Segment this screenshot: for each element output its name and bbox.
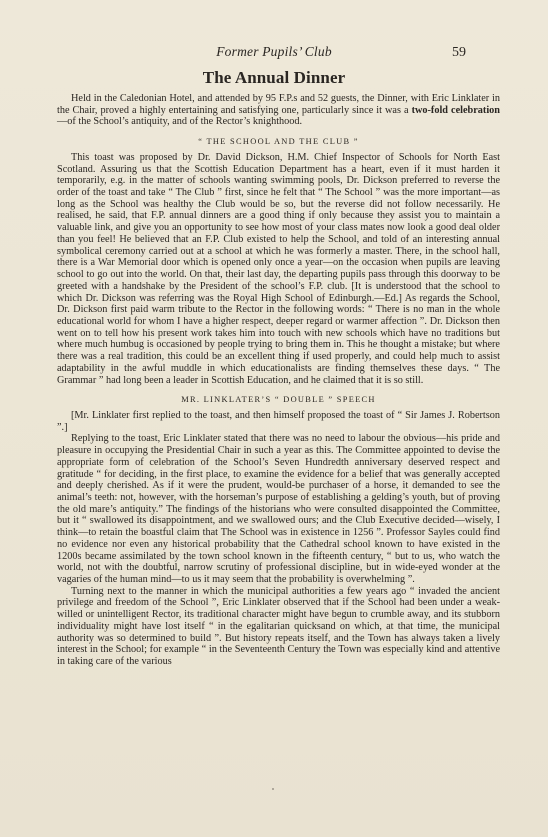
section2-paragraph-1: [Mr. Linklater first replied to the toast, and then himself proposed the toast of “ Sir James J. Robertson ”.] <box>57 409 500 433</box>
article-body <box>57 93 500 668</box>
intro-text-start: Held in the Caledonian Hotel, and attended by 95 F.P.s and 52 guests, the Dinner, with Eric Linklater in the Chair, proved a highly entertaining and satisfying one, particularly since it was a <box>57 93 500 116</box>
page-speck <box>272 788 274 790</box>
running-title: Former Pupils’ Club <box>216 44 332 59</box>
section2-paragraph-3: Turning next to the manner in which the municipal authorities a few years ago “ invaded the ancient privilege and freedom of the School ”, Eric Linklater observed that if the School had been under a weak-willed or unintelligent Rector, its traditional character might have begun to crumble away, and its stubborn individuality might have lost itself “ in the egalitarian quicksand on which, at that time, the municipal authority was so determined to build ”. But history repeats itself, and the Town has always taken a lively interest in the School; for example “ in the Seventeenth Century the Town was especially kind and attentive in taking care of the various <box>57 585 500 668</box>
intro-emphasis: two-fold celebration <box>411 104 500 116</box>
intro-text-end: —of the School’s antiquity, and of the Rector’s knighthood. <box>57 116 303 128</box>
intro-paragraph <box>57 93 500 128</box>
section1-paragraph: This toast was proposed by Dr. David Dickson, H.M. Chief Inspector of Schools for North East Scotland. Assuring us that the Scottish Education Department has a heart, even if it must harden it temporarily, e.g. in the matter of schools wanting swimming pools, Dr. Dickson preferred to reverse the order of the toast and take “ The Club ” first, since he felt that “ The School ” was the more important—as long as the School was healthy the Club would be so, but the reverse did not follow necessarily. He realised, he said, that F.P. annual dinners are a good thing if only because they assist you to maintain a valuable link, and give you an opportunity to see how most of your class mates now look a good deal older than you feel! He believed that an F.P. Club existed to help the School, and told of an interesting annual symbolical ceremony carried out at a school at which he was formerly a master. There, in the school hall, there is a War Memorial door which is opened only once a year—on the occasion when pupils are leaving school to go out into the world. On that, their last day, the departing pupils pass through this doorway to be greeted with a handshake by the President of the school’s F.P. club. [It is understood that the school to which Dr. Dickson was referring was the Royal High School of Edinburgh.—Ed.] As regards the School, Dr. Dickson first paid warm tribute to the Rector in the following words: “ There is no man in the whole educational world for whom I have a higher respect, deeper regard or warmer affection ”. Dr. Dickson then went on to tell how his present work takes him into touch with new schools which have no traditions but where much humbug is occasioned by people trying to bring them in. This he thought a mistake; but where there was a real tradition, this could be an excellent thing if used properly, and could help much to assist adaptability in the awful muddle in which educationalists are finding themselves these days. “ The Grammar ” had long been a leader in Scottish Education, and he claimed that it is so still. <box>57 151 500 386</box>
section-heading-school-and-club: “ THE SCHOOL AND THE CLUB ” <box>198 137 359 147</box>
article-title: The Annual Dinner <box>202 68 346 87</box>
section-heading-linklater-speech: MR. LINKLATER’S “ DOUBLE ” SPEECH <box>181 395 376 405</box>
section2-paragraph-2: Replying to the toast, Eric Linklater stated that there was no need to labour the obvious—his pride and pleasure in occupying the Presidential Chair in such a year as this. The Committee appointed to devise the appropriate form of celebration of the School’s Seven Hundredth anniversary deserved respect and gratitude “ for deciding, in the first place, to examine the evidence for a belief that was generally accepted and deeply cherished. As if it were the prudent, would-be purchaser of a horse, it demanded to see the animal’s teeth: not, however, with the horseman’s purpose of establishing a gelding’s youth, but of proving the old mare’s antiquity.” The findings of the historians who were consulted disappointed the Committee, but it “ swallowed its disappointment, and we swallowed ours; and the Club Executive decided—wisely, I think—to retain the boastful claim that The School was in existence in 1256 ”. Professor Sayles could find no evidence nor even any historical probability that the Cathedral school known to have existed in the 1200s became assimilated by the town school known in the fifteenth century, “ but to us, who watch the world, not with the doubtful, narrow scrutiny of professional discipline, but in wide-eyed wonder at the vagaries of the human mind—to us it may seem that the probability is overwhelming ”. <box>57 433 500 586</box>
running-head <box>0 44 548 64</box>
page-number: 59 <box>452 45 466 60</box>
